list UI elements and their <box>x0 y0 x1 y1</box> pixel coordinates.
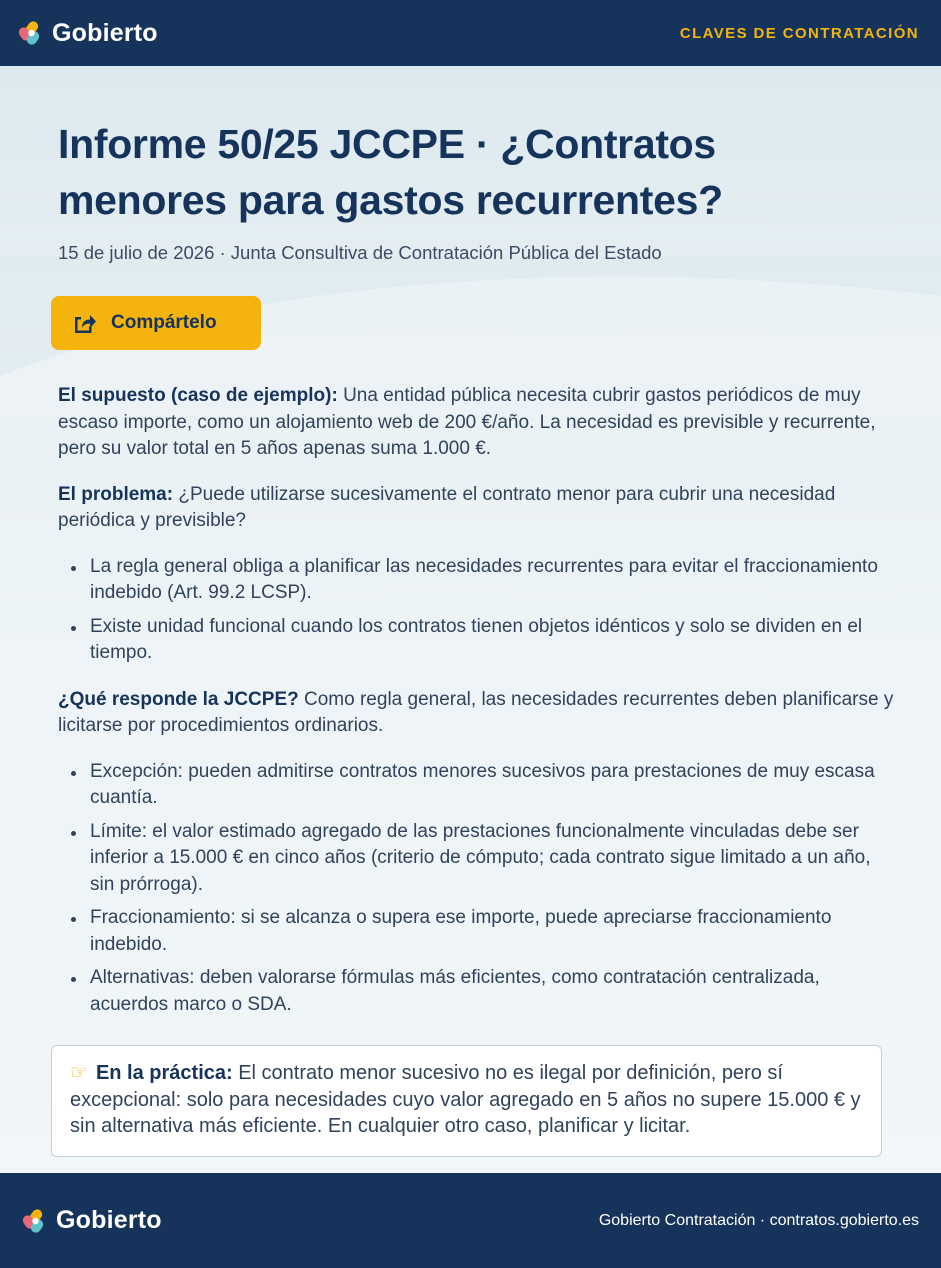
gobierto-logo-icon <box>22 1208 48 1234</box>
list-item: Existe unidad funcional cuando los contratos tienen objetos idénticos y solo se dividen en el tiempo. <box>58 614 898 667</box>
problema-paragraph <box>58 482 898 535</box>
header-brand[interactable] <box>18 19 158 48</box>
callout-label: En la práctica: <box>95 1062 233 1084</box>
pointing-hand-icon: ☞ <box>70 1062 88 1084</box>
article-body <box>58 383 898 1038</box>
callout-text: El contrato menor sucesivo no es ilegal por definición, pero sí excepcional: solo para necesidades cuyo valor agregado en 5 años no supere 15.000 € y sin alternativa más eficiente. En cualquier otro caso, planificar y licitar. <box>70 1062 861 1137</box>
list-item: Excepción: pueden admitirse contratos menores sucesivos para prestaciones de muy escasa cuantía. <box>58 759 898 812</box>
supuesto-text: Una entidad pública necesita cubrir gastos periódicos de muy escaso importe, como un alojamiento web de 200 €/año. La necesidad es previsible y recurrente, pero su valor total en 5 años apenas suma 1.000 €. <box>58 385 876 459</box>
gobierto-logo-icon <box>18 20 44 46</box>
share-button[interactable] <box>51 296 261 350</box>
respuesta-list <box>58 759 898 1019</box>
list-item: La regla general obliga a planificar las necesidades recurrentes para evitar el fraccionamiento indebido (Art. 99.2 LCSP). <box>58 554 898 607</box>
supuesto-paragraph <box>58 383 898 463</box>
problema-text: ¿Puede utilizarse sucesivamente el contrato menor para cubrir una necesidad periódica y previsible? <box>58 483 836 531</box>
respuesta-label: ¿Qué responde la JCCPE? <box>58 688 299 710</box>
share-button-label: Compártelo <box>111 312 217 333</box>
list-item: Límite: el valor estimado agregado de las prestaciones funcionalmente vinculadas debe ser inferior a 15.000 € en cinco años (criterio de cómputo; cada contrato sigue limitado a un año, sin prórroga). <box>58 819 898 899</box>
list-item: Fraccionamiento: si se alcanza o supera ese importe, puede apreciarse fraccionamiento indebido. <box>58 905 898 958</box>
problema-label: El problema: <box>58 483 174 505</box>
main-content <box>0 66 941 1173</box>
header-brand-name: Gobierto <box>52 18 158 47</box>
list-item: Alternativas: deben valorarse fórmulas más eficientes, como contratación centralizada, acuerdos marco o SDA. <box>58 965 898 1018</box>
share-icon <box>71 311 97 335</box>
supuesto-label: El supuesto (caso de ejemplo): <box>58 385 338 406</box>
footer-brand-name: Gobierto <box>56 1206 162 1234</box>
article-meta: 15 de julio de 2026 · Junta Consultiva de Contratación Pública del Estado <box>58 242 662 263</box>
respuesta-paragraph <box>58 687 898 740</box>
header-section-tag: CLAVES DE CONTRATACIÓN <box>679 24 919 42</box>
article-title: Informe 50/25 JCCPE · ¿Contratos menores para gastos recurrentes? <box>58 121 723 223</box>
footer-brand[interactable] <box>22 1206 162 1235</box>
problema-list <box>58 554 898 667</box>
footer-site-link[interactable]: Gobierto Contratación · contratos.gobierto.es <box>598 1211 919 1229</box>
page-footer <box>0 1173 941 1268</box>
respuesta-text: Como regla general, las necesidades recurrentes deben planificarse y licitarse por procedimientos ordinarios. <box>58 688 894 736</box>
top-header <box>0 0 941 66</box>
practice-callout <box>51 1045 882 1157</box>
